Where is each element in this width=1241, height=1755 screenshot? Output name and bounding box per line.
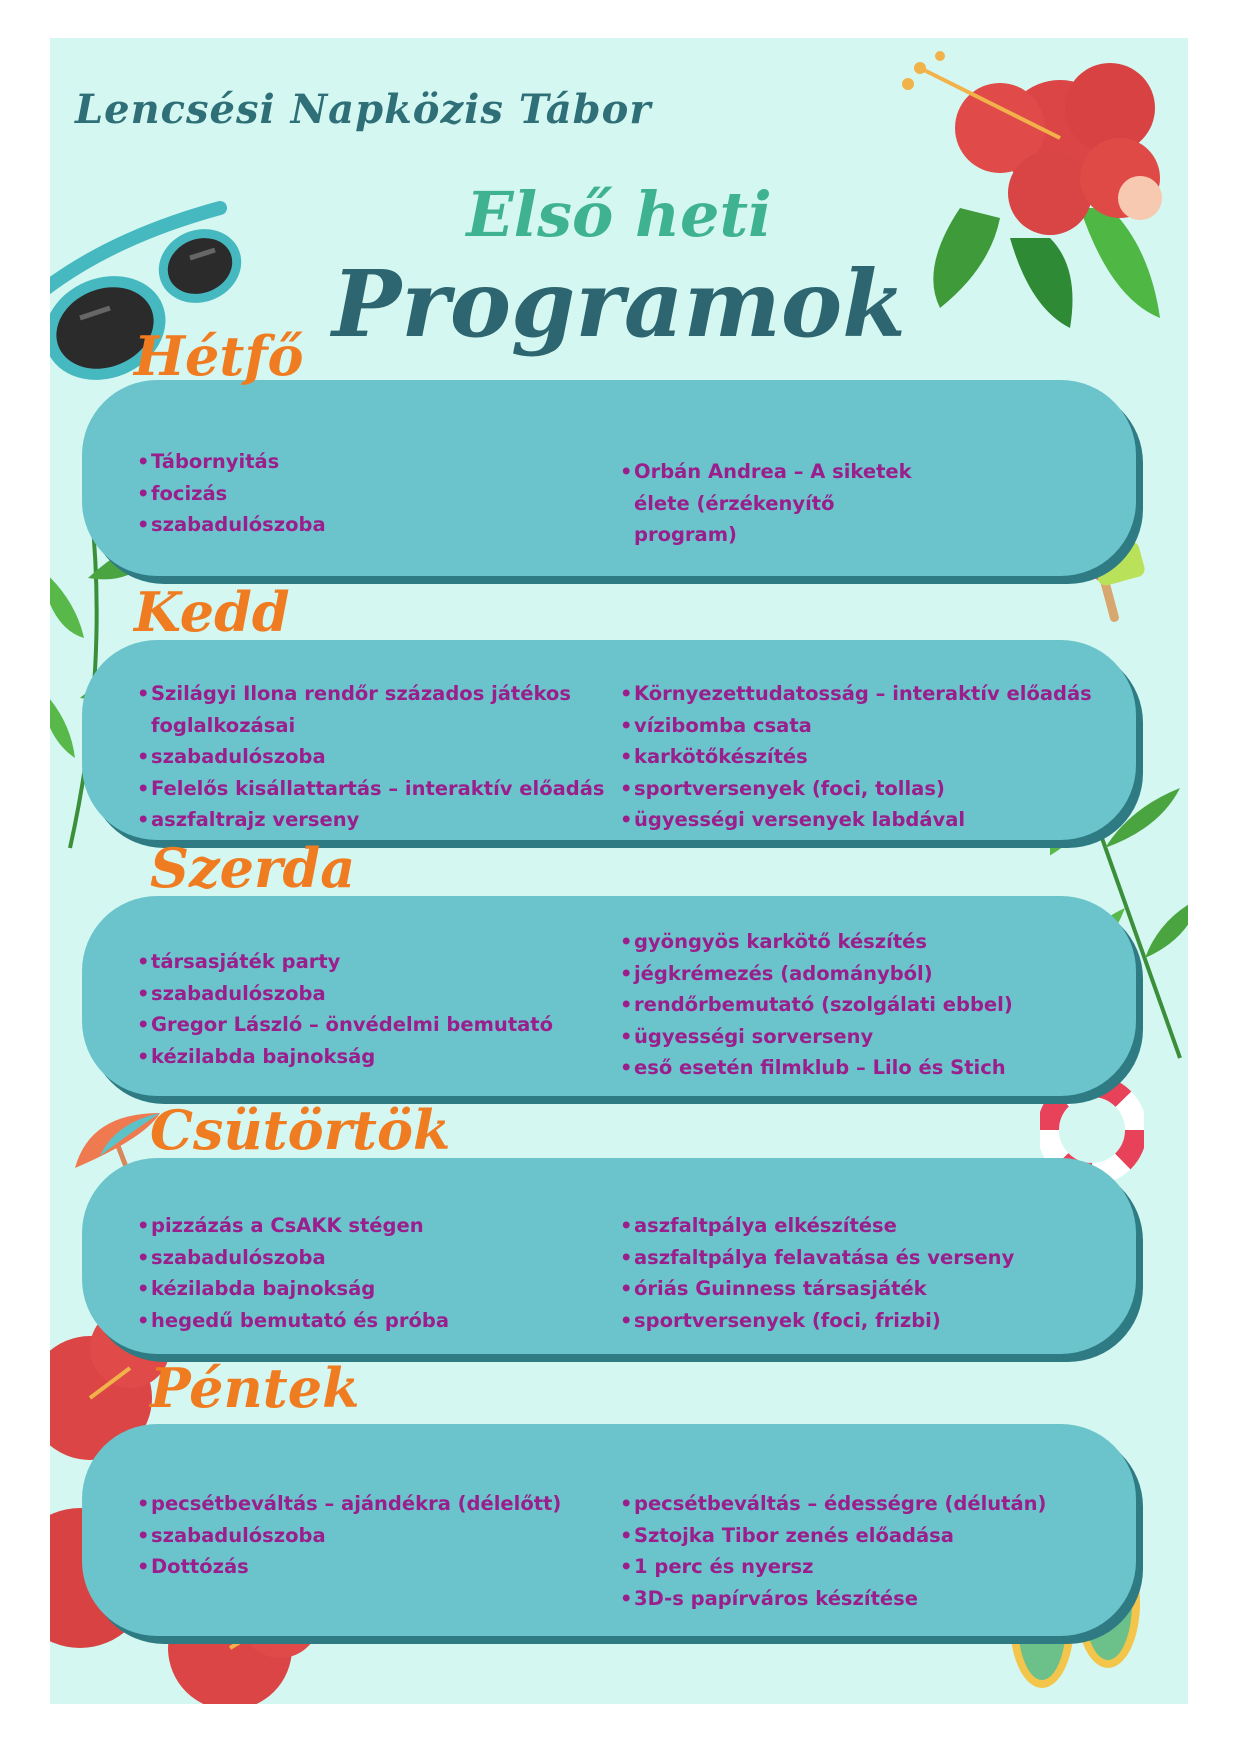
program-column-right (620, 678, 1100, 836)
list-item: • szabadulószoba (137, 509, 617, 541)
day-heading-thursday: Csütörtök (150, 1098, 451, 1162)
list-item: • focizás (137, 478, 617, 510)
list-item: • szabadulószoba (137, 1242, 617, 1274)
list-item: • pecsétbeváltás – ajándékra (délelőtt) (137, 1488, 617, 1520)
list-item: • sportversenyek (foci, tollas) (620, 773, 1100, 805)
day-card-tuesday (82, 640, 1136, 840)
program-column-left (137, 446, 617, 541)
program-column-left (137, 678, 617, 836)
day-card-wednesday (82, 896, 1136, 1096)
list-item: • karkötőkészítés (620, 741, 1100, 773)
list-item: • szabadulószoba (137, 978, 617, 1010)
program-column-right (620, 1488, 1100, 1614)
list-item: • gyöngyös karkötő készítés (620, 926, 1100, 958)
program-column-right (620, 456, 940, 551)
program-column-left (137, 946, 617, 1072)
day-heading-wednesday: Szerda (150, 836, 356, 900)
title-programs: Programok (332, 250, 906, 358)
list-item: • kézilabda bajnokság (137, 1041, 617, 1073)
day-card-friday (82, 1424, 1136, 1636)
list-item: • hegedű bemutató és próba (137, 1305, 617, 1337)
poster (50, 38, 1188, 1704)
list-item: • ügyességi sorverseny (620, 1021, 1100, 1053)
list-item: • eső esetén filmklub – Lilo és Stich (620, 1052, 1100, 1084)
program-column-right (620, 926, 1100, 1084)
list-item: • Tábornyitás (137, 446, 617, 478)
list-item: • Sztojka Tibor zenés előadása (620, 1520, 1100, 1552)
list-item: • Felelős kisállattartás – interaktív előadás (137, 773, 617, 805)
list-item: • ügyességi versenyek labdával (620, 804, 1100, 836)
list-item: • szabadulószoba (137, 741, 617, 773)
list-item: • vízibomba csata (620, 710, 1100, 742)
list-item: • aszfaltpálya felavatása és verseny (620, 1242, 1100, 1274)
list-item: • Orbán Andrea – A siketek élete (érzékenyítő program) (620, 456, 940, 551)
list-item: • Környezettudatosság – interaktív előadás (620, 678, 1100, 710)
day-heading-monday: Hétfő (134, 324, 304, 388)
list-item: • Szilágyi Ilona rendőr százados játékos foglalkozásai (137, 678, 617, 741)
list-item: • pecsétbeváltás – édességre (délután) (620, 1488, 1100, 1520)
list-item: • kézilabda bajnokság (137, 1273, 617, 1305)
list-item: • rendőrbemutató (szolgálati ebbel) (620, 989, 1100, 1021)
list-item: • pizzázás a CsAKK stégen (137, 1210, 617, 1242)
list-item: • 3D-s papírváros készítése (620, 1583, 1100, 1615)
list-item: • Dottózás (137, 1551, 617, 1583)
list-item: • Gregor László – önvédelmi bemutató (137, 1009, 617, 1041)
day-heading-tuesday: Kedd (134, 580, 290, 644)
camp-name: Lencsési Napközis Tábor (75, 86, 652, 133)
list-item: • 1 perc és nyersz (620, 1551, 1100, 1583)
day-card-thursday (82, 1158, 1136, 1354)
title-first-week: Első heti (466, 178, 772, 251)
program-column-left (137, 1210, 617, 1336)
program-column-right (620, 1210, 1100, 1336)
list-item: • szabadulószoba (137, 1520, 617, 1552)
program-column-left (137, 1488, 617, 1583)
list-item: • jégkrémezés (adományból) (620, 958, 1100, 990)
list-item: • aszfaltpálya elkészítése (620, 1210, 1100, 1242)
day-card-monday (82, 380, 1136, 576)
list-item: • óriás Guinness társasjáték (620, 1273, 1100, 1305)
list-item: • aszfaltrajz verseny (137, 804, 617, 836)
list-item: • sportversenyek (foci, frizbi) (620, 1305, 1100, 1337)
day-heading-friday: Péntek (150, 1356, 360, 1420)
list-item: • társasjáték party (137, 946, 617, 978)
